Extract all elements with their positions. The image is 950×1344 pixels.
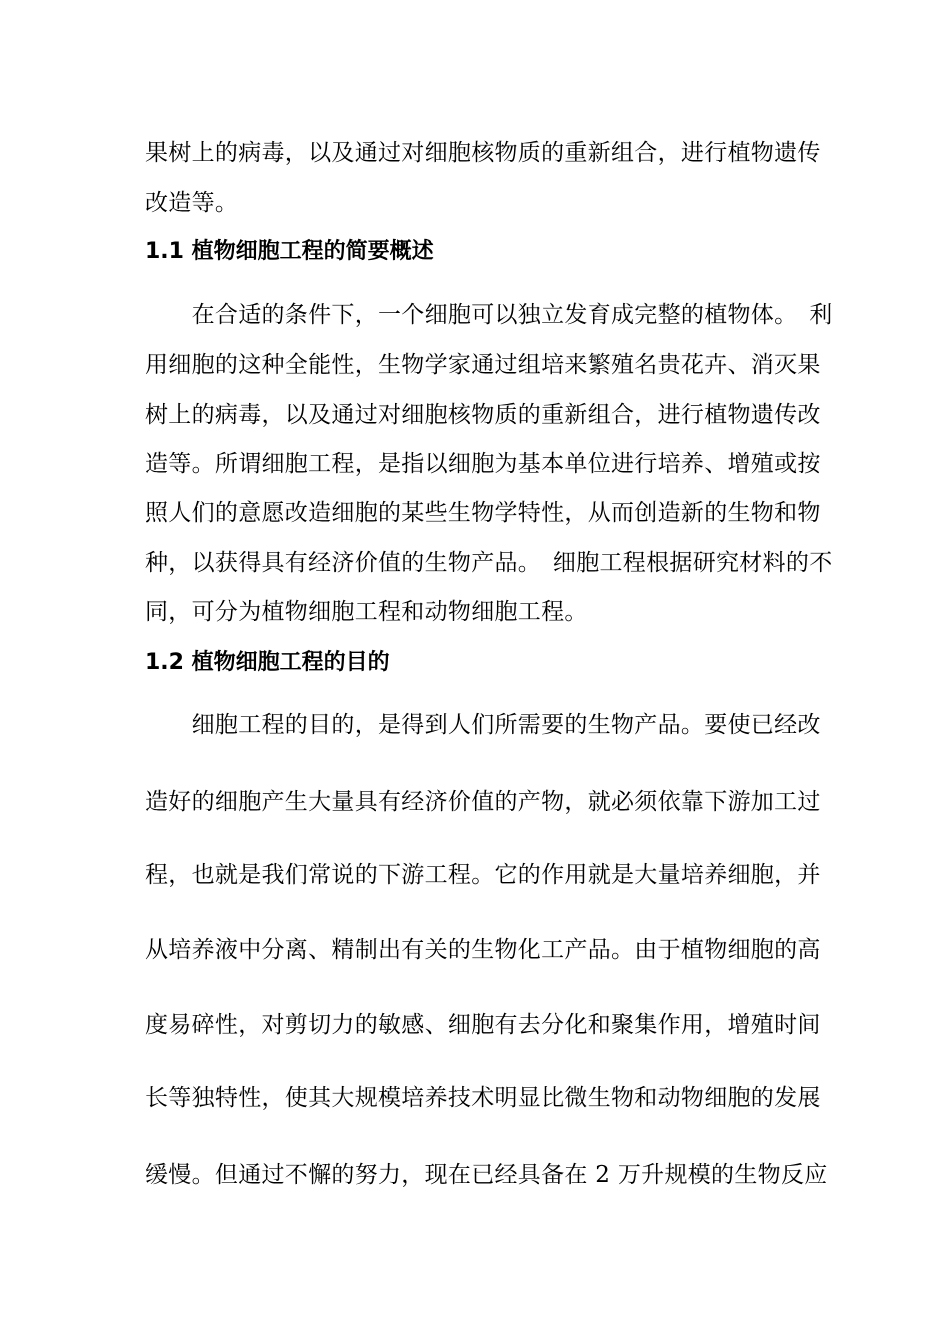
section-heading-1-1: 1.1 植物细胞工程的简要概述	[145, 239, 434, 264]
section-1-2-line-2: 造好的细胞产生大量具有经济价值的产物，就必须依靠下游加工过	[145, 789, 821, 815]
section-1-1-line-7: 同，可分为植物细胞工程和动物细胞工程。	[145, 599, 588, 625]
section-1-2-line-4: 从培养液中分离、精制出有关的生物化工产品。由于植物细胞的高	[145, 937, 821, 963]
section-1-1-line-2: 用细胞的这种全能性，生物学家通过组培来繁殖名贵花卉、消灭果	[145, 352, 821, 378]
section-1-2-line-6: 长等独特性，使其大规模培养技术明显比微生物和动物细胞的发展	[145, 1085, 821, 1111]
section-1-2-line-3: 程，也就是我们常说的下游工程。它的作用就是大量培养细胞，并	[145, 862, 821, 888]
section-1-2-line-5: 度易碎性，对剪切力的敏感、细胞有去分化和聚集作用，增殖时间	[145, 1012, 821, 1038]
section-heading-1-2: 1.2 植物细胞工程的目的	[145, 650, 390, 675]
section-1-1-line-3: 树上的病毒，以及通过对细胞核物质的重新组合，进行植物遗传改	[145, 402, 821, 428]
section-1-1-line-6: 种，以获得具有经济价值的生物产品。 细胞工程根据研究材料的不	[145, 550, 833, 576]
intro-line-2: 改造等。	[145, 190, 239, 216]
intro-line-1: 果树上的病毒，以及通过对细胞核物质的重新组合，进行植物遗传	[145, 140, 821, 166]
section-1-1-line-5: 照人们的意愿改造细胞的某些生物学特性，从而创造新的生物和物	[145, 500, 821, 526]
section-1-1-line-1: 在合适的条件下，一个细胞可以独立发育成完整的植物体。 利	[145, 302, 833, 328]
section-1-1-line-4: 造等。所谓细胞工程，是指以细胞为基本单位进行培养、增殖或按	[145, 451, 821, 477]
section-1-2-line-7: 缓慢。但通过不懈的努力，现在已经具备在 2 万升规模的生物反应	[145, 1162, 828, 1188]
section-1-2-line-1: 细胞工程的目的，是得到人们所需要的生物产品。要使已经改	[145, 712, 821, 738]
